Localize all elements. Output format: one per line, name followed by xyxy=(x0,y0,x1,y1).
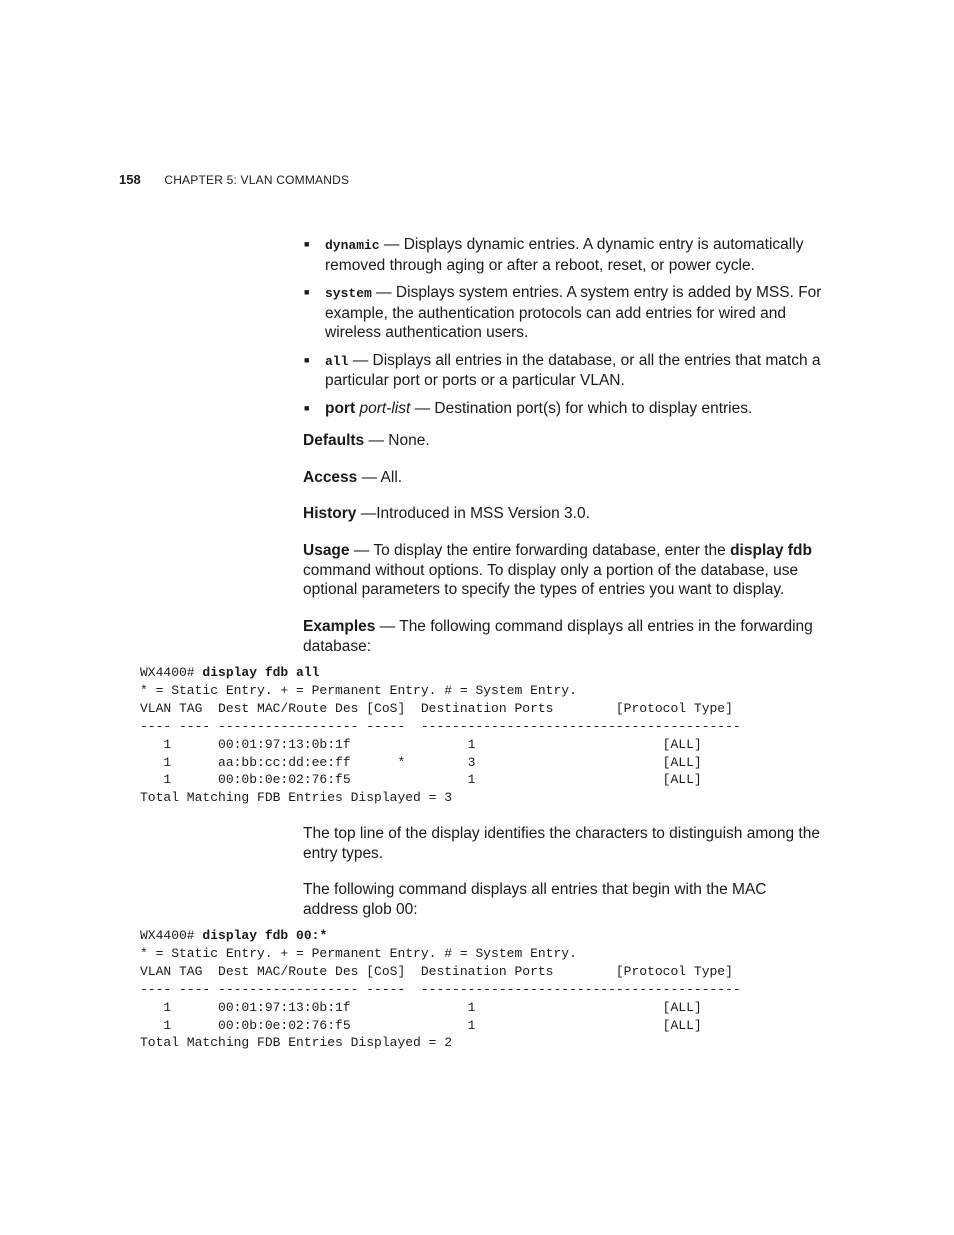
option-description: — Destination port(s) for which to display entries. xyxy=(410,399,753,417)
option-keyword: system xyxy=(325,286,372,301)
options-section xyxy=(303,235,823,426)
code-output: * = Static Entry. + = Permanent Entry. # = System Entry. VLAN TAG Dest MAC/Route Des [CoS] Destination Ports [Protocol Type] ---- ---- ------------------ ----- ----------------------------------------- 1 00:01:97:13:0b:1f 1 [ALL] 1 aa:bb:cc:dd:ee:ff * 3 [ALL] 1 00:0b:0e:02:76:f5 1 [ALL] Total Matching FDB Entries Displayed = 3 xyxy=(140,682,741,806)
defaults-label: Defaults xyxy=(303,432,365,449)
option-keyword: dynamic xyxy=(325,238,380,253)
top-line-paragraph xyxy=(303,824,823,863)
option-argument: port-list xyxy=(359,399,411,417)
chapter-title: CHAPTER 5: VLAN COMMANDS xyxy=(164,173,350,187)
examples-section xyxy=(303,617,823,656)
bullet-icon: ■ xyxy=(304,354,310,365)
paragraph-text: The following command displays all entries that begin with the MAC address glob 00: xyxy=(303,881,767,918)
list-item xyxy=(303,283,823,343)
code-command: display fdb all xyxy=(202,665,320,680)
code-output: * = Static Entry. + = Permanent Entry. # = System Entry. VLAN TAG Dest MAC/Route Des [CoS] Destination Ports [Protocol Type] ---- ---- ------------------ ----- ----------------------------------------- 1 00:01:97:13:0b:1f 1 [ALL] 1 00:0b:0e:02:76:f5 1 [ALL] Total Matching FDB Entries Displayed = 2 xyxy=(140,945,741,1051)
history-section xyxy=(303,504,823,524)
access-label: Access xyxy=(303,469,358,486)
option-keyword: port xyxy=(325,399,356,417)
bullet-icon: ■ xyxy=(304,239,310,249)
paragraph-text: The top line of the display identifies the characters to distinguish among the entry types. xyxy=(303,825,820,862)
access-text: — All. xyxy=(357,469,403,486)
defaults-text: — None. xyxy=(364,432,430,449)
bullet-icon: ■ xyxy=(304,287,310,297)
following-paragraph xyxy=(303,880,823,919)
code-example-1 xyxy=(140,664,741,807)
option-list xyxy=(303,235,823,418)
history-text: —Introduced in MSS Version 3.0. xyxy=(356,505,590,522)
access-section xyxy=(303,468,823,488)
page-header xyxy=(119,172,349,187)
list-item xyxy=(303,351,823,391)
usage-text-continued: command without options. To display only a portion of the database, use optional parameters to specify the types of entries you want to display. xyxy=(303,561,799,598)
list-item xyxy=(303,399,823,419)
history-label: History xyxy=(303,505,357,522)
usage-text: — To display the entire forwarding database, enter the xyxy=(349,542,731,559)
code-example-2 xyxy=(140,927,741,1052)
examples-label: Examples xyxy=(303,618,376,635)
defaults-section xyxy=(303,431,823,451)
option-description: — Displays all entries in the database, or all the entries that match a particular port or ports or a particular VLAN. xyxy=(325,351,821,389)
code-command: display fdb 00:* xyxy=(202,928,328,943)
usage-section xyxy=(303,541,823,600)
examples-text: — The following command displays all entries in the forwarding database: xyxy=(303,618,813,655)
usage-label: Usage xyxy=(303,542,350,559)
option-keyword: all xyxy=(325,353,349,369)
code-prompt: WX4400# xyxy=(140,665,203,680)
option-description: — Displays system entries. A system entry is added by MSS. For example, the authentication protocols can add entries for wired and wireless authentication users. xyxy=(325,284,822,341)
page-number: 158 xyxy=(119,172,141,187)
usage-command: display fdb xyxy=(730,542,812,559)
code-prompt: WX4400# xyxy=(140,928,203,943)
list-item xyxy=(303,235,823,275)
bullet-icon: ■ xyxy=(304,402,310,413)
option-description: — Displays dynamic entries. A dynamic entry is automatically removed through aging or after a reboot, reset, or power cycle. xyxy=(325,236,804,274)
